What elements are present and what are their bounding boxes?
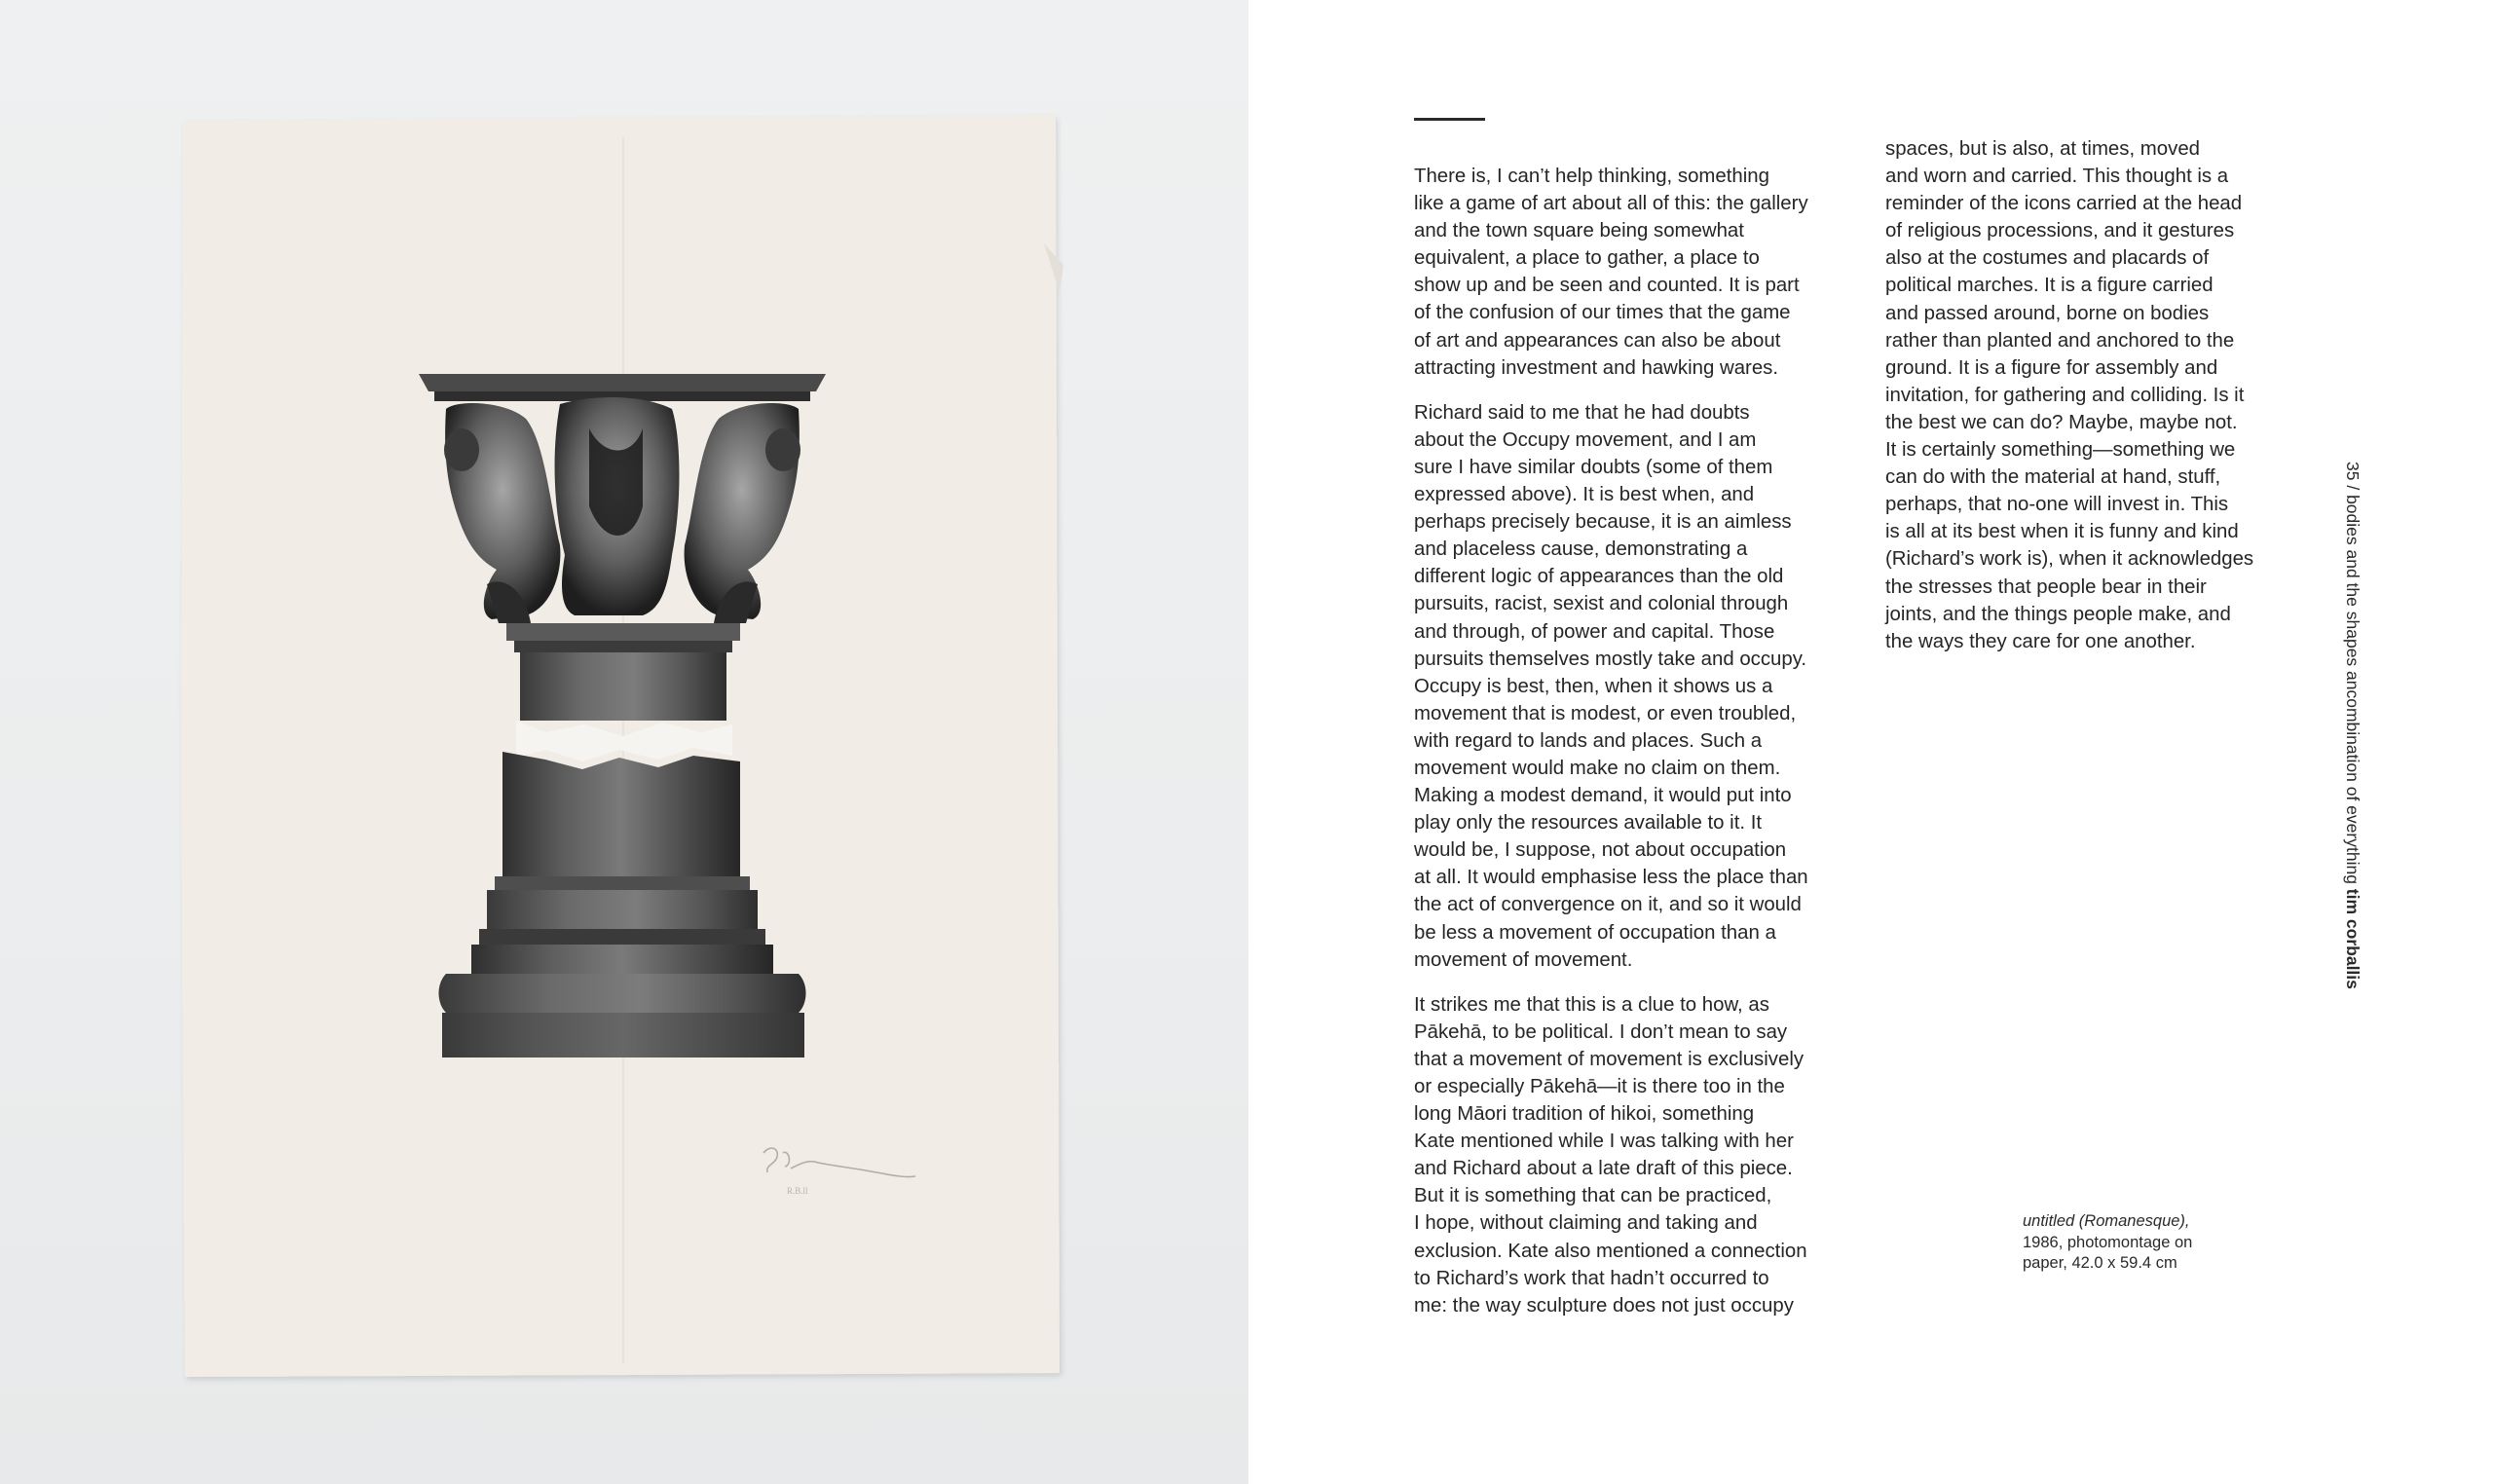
artwork-caption bbox=[2023, 1211, 2256, 1275]
author-name: tim corballis bbox=[2343, 888, 2363, 989]
base-torus bbox=[487, 890, 758, 929]
paragraph: spaces, but is also, at times, moved and worn and carried. This thought is a reminder of the icons carried at the head of religious processions, and it gestures also at the costumes and placards of political marches. It is a figure carried and passed around, borne on bodies rather than planted and anchored to the ground. It is a figure for assembly and invitation, for gathering and colliding. Is it the best we can do? Maybe, maybe not. It is certainly something—something we can do with the material at hand, stuff, perhaps, that no-one will invest in. This is all at its best when it is funny and kind (Richard’s work is), when it acknowledges the stresses that people bear in their joints, and the things people make, and the ways they care for one another. bbox=[1885, 138, 2254, 652]
paragraph: It strikes me that this is a clue to how, as Pākehā, to be political. I don’t mean to say that a movement of movement is exclusively or especially Pākehā—it is there too in the long Māori tradition of hikoi, something Kate mentioned while I was talking with her and Richard about a late draft of this piece. But it is something that can be practiced, I hope, without claiming and taking and exclusion. Kate also mentioned a connection to Richard’s work that hadn’t occurred to me: the way sculpture does not just occupy bbox=[1414, 993, 1807, 1317]
running-head-separator: / bbox=[2343, 480, 2363, 496]
page-number: 35 bbox=[2343, 462, 2363, 481]
book-title: bodies and the shapes ancombination of everything bbox=[2343, 495, 2363, 889]
section-rule bbox=[1414, 118, 1485, 121]
crouching-figures bbox=[444, 397, 800, 623]
essay-column-2 bbox=[1885, 135, 2312, 673]
paragraph: Richard said to me that he had doubts about the Occupy movement, and I am sure I have similar doubts (some of them expressed above). It is best when, and perhaps precisely because, it is an aimless and placeless cause, demonstrating a different logic of appearances than the old pursuits, racist, sexist and colonial through and through, of power and capital. Those pursuits themselves mostly take and occupy. Occupy is best, then, when it shows us a movement that is modest, or even troubled, with regard to lands and places. Such a movement would make no claim on them. Making a modest demand, it would put into play only the resources available to it. It would be, I suppose, not about occupation at all. It would emphasise less the place than the act of convergence on it, and so it would be less a movement of occupation than a movement of movement. bbox=[1414, 401, 1808, 971]
essay-column-1 bbox=[1414, 163, 1841, 1337]
caption-dimensions: paper, 42.0 x 59.4 cm bbox=[2023, 1254, 2177, 1272]
capital-abacus bbox=[419, 374, 826, 391]
upper-block-top bbox=[506, 623, 740, 641]
signature-text: R.B.ll bbox=[787, 1186, 808, 1196]
paragraph: There is, I can’t help thinking, something like a game of art about all of this: the gallery and the town square being somewhat equivalent, a place to gather, a place to show up and be seen and counted. It is part of the confusion of our times that the game of art and appearances can also be about attracting investment and hawking wares. bbox=[1414, 166, 1808, 379]
text-page bbox=[1248, 0, 2493, 1484]
column-shaft bbox=[502, 752, 740, 876]
caption-medium: 1986, photomontage on bbox=[2023, 1233, 2193, 1251]
caption-title: untitled (Romanesque), bbox=[2023, 1212, 2190, 1230]
running-head bbox=[2342, 462, 2363, 989]
upper-block bbox=[520, 652, 726, 721]
base-plinth-torus bbox=[439, 974, 806, 1013]
